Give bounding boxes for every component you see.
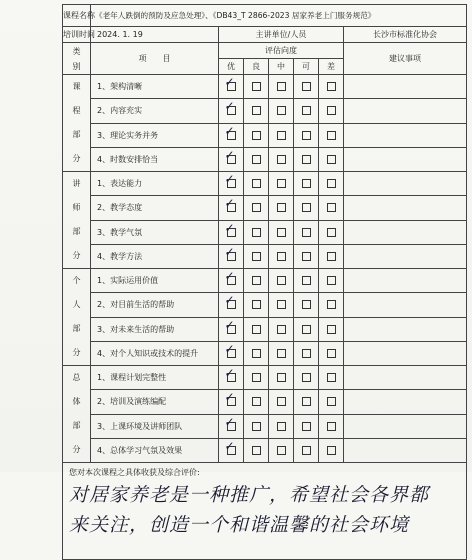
suggestion-cell	[344, 390, 467, 414]
item-label: 4、教学方法	[91, 244, 219, 268]
rating-cell	[269, 147, 294, 171]
table-row	[63, 123, 467, 147]
rating-cell	[269, 366, 294, 390]
check-mark-icon: ✓	[224, 414, 235, 429]
rating-cell	[219, 414, 244, 438]
rating-cell	[319, 220, 344, 244]
section-label	[63, 366, 91, 463]
check-mark-icon: ✓	[224, 317, 235, 332]
rating-cell	[269, 438, 294, 462]
suggestion-cell	[344, 293, 467, 317]
rating-cell	[294, 438, 319, 462]
rating-checkbox[interactable]	[252, 300, 261, 309]
rating-cell	[269, 293, 294, 317]
rating-checkbox[interactable]	[252, 397, 261, 406]
rating-cell	[269, 317, 294, 341]
rating-cell	[319, 438, 344, 462]
rating-checkbox[interactable]	[327, 276, 336, 285]
rating-checkbox[interactable]	[224, 390, 236, 406]
suggestion-cell	[344, 147, 467, 171]
rating-cell	[294, 269, 319, 293]
rating-cell	[219, 317, 244, 341]
rating-checkbox[interactable]	[302, 397, 311, 406]
rating-cell	[244, 75, 269, 99]
rating-checkbox[interactable]	[224, 366, 236, 382]
item-label: 3、上课环境及讲师团队	[91, 414, 219, 438]
table-row	[63, 220, 467, 244]
rating-checkbox[interactable]	[252, 179, 261, 188]
rating-cell	[244, 390, 269, 414]
check-mark-icon: ✓	[224, 293, 235, 308]
rating-cell	[294, 317, 319, 341]
section-char: 人	[72, 300, 81, 309]
item-label: 2、对目前生活的帮助	[91, 293, 219, 317]
rating-checkbox[interactable]	[302, 325, 311, 334]
section-char: 讲	[72, 179, 81, 188]
rating-checkbox[interactable]	[302, 106, 311, 115]
rating-cell	[319, 414, 344, 438]
evaluation-table	[62, 4, 467, 560]
rating-cell	[319, 293, 344, 317]
rating-checkbox[interactable]	[302, 300, 311, 309]
rating-checkbox[interactable]	[277, 131, 286, 140]
item-label: 1、实际运用价值	[91, 269, 219, 293]
rating-cell	[244, 317, 269, 341]
rating-checkbox[interactable]	[327, 203, 336, 212]
rating-cell	[244, 99, 269, 123]
rating-checkbox[interactable]	[302, 179, 311, 188]
table-row	[63, 390, 467, 414]
rating-cell	[219, 172, 244, 196]
rating-checkbox[interactable]	[327, 82, 336, 91]
course-label: 课程名称	[63, 5, 91, 27]
table-row	[63, 366, 467, 390]
rating-checkbox[interactable]	[252, 106, 261, 115]
rating-cell	[244, 220, 269, 244]
rating-checkbox[interactable]	[327, 106, 336, 115]
table-row	[63, 244, 467, 268]
rating-checkbox[interactable]	[327, 155, 336, 164]
rating-checkbox[interactable]	[224, 244, 236, 261]
rating-checkbox[interactable]	[224, 438, 236, 455]
rating-checkbox[interactable]	[302, 155, 311, 164]
item-label: 4、总体学习气氛及效果	[91, 438, 219, 462]
section-char: 部	[72, 227, 81, 236]
rating-group-header: 评估向度	[219, 43, 344, 59]
rating-checkbox[interactable]	[224, 317, 236, 334]
rating-checkbox[interactable]	[224, 123, 236, 140]
rating-cell	[294, 172, 319, 196]
rating-cell	[269, 196, 294, 220]
rating-cell	[269, 123, 294, 147]
rating-checkbox[interactable]	[277, 373, 286, 382]
suggestion-cell	[344, 123, 467, 147]
rating-checkbox[interactable]	[277, 276, 286, 285]
category-char-1: 类	[72, 46, 81, 56]
rating-checkbox[interactable]	[224, 147, 236, 164]
check-mark-icon: ✓	[224, 269, 235, 284]
rating-cell	[294, 390, 319, 414]
section-label	[63, 172, 91, 269]
suggestion-cell	[344, 244, 467, 268]
course-row	[63, 5, 467, 27]
rating-checkbox[interactable]	[302, 82, 311, 91]
rating-cell	[244, 341, 269, 365]
suggestion-cell	[344, 366, 467, 390]
handwritten-line-2: 来关注，创造一个和谐温馨的社会环境	[69, 514, 410, 536]
rating-cell	[319, 196, 344, 220]
rating-cell	[319, 341, 344, 365]
rating-checkbox[interactable]	[302, 131, 311, 140]
rating-cell	[244, 123, 269, 147]
section-char: 部	[72, 324, 81, 333]
item-label: 4、时数安排恰当	[91, 147, 219, 171]
section-char: 分	[72, 154, 81, 163]
rating-checkbox[interactable]	[277, 106, 286, 115]
rating-checkbox[interactable]	[327, 373, 336, 382]
rating-cell	[244, 293, 269, 317]
summary-label: 您对本次课程之具体收获及综合评价:	[69, 468, 200, 477]
rating-checkbox[interactable]	[252, 373, 261, 382]
item-label: 3、对未来生活的帮助	[91, 317, 219, 341]
rating-good: 良	[244, 59, 269, 75]
date-label: 培训时间	[63, 27, 91, 43]
rating-checkbox[interactable]	[252, 276, 261, 285]
rating-cell	[319, 75, 344, 99]
rating-checkbox[interactable]	[224, 414, 236, 431]
check-mark-icon: ✓	[224, 99, 235, 114]
summary-cell	[63, 463, 467, 560]
rating-cell	[294, 99, 319, 123]
rating-cell	[294, 414, 319, 438]
rating-cell	[294, 366, 319, 390]
item-header: 项 目	[91, 43, 219, 75]
course-name: 《老年人跌倒的预防及应急处理》、《DB43_T 2866-2023 居家养老上门服务规范》	[91, 5, 467, 27]
rating-cell	[244, 147, 269, 171]
suggestion-cell	[344, 317, 467, 341]
rating-checkbox[interactable]	[224, 75, 236, 91]
rating-cell	[294, 341, 319, 365]
suggestion-cell	[344, 75, 467, 99]
rating-cell	[219, 341, 244, 365]
rating-cell	[269, 341, 294, 365]
table-row	[63, 99, 467, 123]
rating-checkbox[interactable]	[252, 228, 261, 237]
rating-cell	[269, 172, 294, 196]
rating-cell	[269, 244, 294, 268]
rating-cell	[219, 390, 244, 414]
check-mark-icon: ✓	[224, 220, 235, 235]
rating-cell	[219, 196, 244, 220]
summary-row	[63, 463, 467, 560]
check-mark-icon: ✓	[224, 147, 235, 162]
rating-checkbox[interactable]	[224, 172, 236, 188]
rating-checkbox[interactable]	[327, 300, 336, 309]
rating-checkbox[interactable]	[252, 131, 261, 140]
rating-checkbox[interactable]	[327, 228, 336, 237]
section-char: 师	[72, 203, 81, 212]
section-char: 分	[72, 348, 81, 357]
rating-cell	[294, 220, 319, 244]
rating-cell	[269, 390, 294, 414]
suggestion-cell	[344, 414, 467, 438]
rating-cell	[219, 244, 244, 268]
rating-poor: 差	[319, 59, 344, 75]
rating-cell	[319, 390, 344, 414]
rating-average: 中	[269, 59, 294, 75]
sections-body	[63, 75, 467, 463]
check-mark-icon: ✓	[224, 244, 235, 259]
rating-checkbox[interactable]	[277, 349, 286, 358]
rating-cell	[244, 438, 269, 462]
item-label: 2、教学态度	[91, 196, 219, 220]
rating-checkbox[interactable]	[302, 252, 311, 261]
table-row	[63, 196, 467, 220]
rating-checkbox[interactable]	[252, 155, 261, 164]
table-row	[63, 269, 467, 293]
rating-cell	[219, 269, 244, 293]
rating-checkbox[interactable]	[277, 228, 286, 237]
check-mark-icon: ✓	[224, 123, 235, 138]
section-label	[63, 269, 91, 366]
rating-cell	[219, 438, 244, 462]
check-mark-icon: ✓	[224, 390, 235, 405]
table-row	[63, 293, 467, 317]
rating-checkbox[interactable]	[302, 228, 311, 237]
item-label: 2、内容充实	[91, 99, 219, 123]
check-mark-icon: ✓	[224, 366, 235, 381]
rating-checkbox[interactable]	[252, 252, 261, 261]
rating-cell	[319, 147, 344, 171]
rating-cell	[219, 366, 244, 390]
rating-checkbox[interactable]	[302, 373, 311, 382]
rating-cell	[244, 172, 269, 196]
rating-excellent: 优	[219, 59, 244, 75]
rating-checkbox[interactable]	[277, 155, 286, 164]
rating-cell	[269, 414, 294, 438]
suggestion-cell	[344, 438, 467, 462]
rating-cell	[269, 220, 294, 244]
rating-fair: 可	[294, 59, 319, 75]
rating-checkbox[interactable]	[252, 446, 261, 455]
rating-checkbox[interactable]	[327, 131, 336, 140]
rating-checkbox[interactable]	[224, 220, 236, 237]
rating-checkbox[interactable]	[224, 293, 236, 309]
item-label: 1、架构清晰	[91, 75, 219, 99]
table-row	[63, 147, 467, 171]
rating-checkbox[interactable]	[224, 196, 236, 212]
rating-checkbox[interactable]	[302, 203, 311, 212]
rating-checkbox[interactable]	[327, 179, 336, 188]
check-mark-icon: ✓	[224, 75, 235, 90]
check-mark-icon: ✓	[224, 196, 235, 211]
item-label: 4、对个人知识或技术的提升	[91, 341, 219, 365]
rating-cell	[244, 196, 269, 220]
rating-cell	[319, 172, 344, 196]
check-mark-icon: ✓	[224, 438, 235, 453]
suggestion-cell	[344, 172, 467, 196]
suggestion-cell	[344, 220, 467, 244]
check-mark-icon: ✓	[224, 172, 235, 187]
rating-checkbox[interactable]	[277, 325, 286, 334]
rating-cell	[244, 414, 269, 438]
rating-checkbox[interactable]	[327, 422, 336, 431]
table-row	[63, 414, 467, 438]
suggestion-cell	[344, 196, 467, 220]
section-char: 个	[72, 276, 81, 285]
rating-checkbox[interactable]	[277, 300, 286, 309]
suggestion-header: 建议事项	[344, 43, 467, 75]
rating-checkbox[interactable]	[224, 341, 236, 358]
item-label: 3、理论实务并务	[91, 123, 219, 147]
section-label	[63, 75, 91, 172]
category-header	[63, 43, 91, 75]
rating-checkbox[interactable]	[302, 276, 311, 285]
rating-cell	[294, 293, 319, 317]
table-row	[63, 341, 467, 365]
rating-cell	[219, 75, 244, 99]
rating-checkbox[interactable]	[327, 325, 336, 334]
date-row	[63, 27, 467, 43]
rating-cell	[319, 123, 344, 147]
handwritten-comment	[69, 480, 460, 540]
rating-checkbox[interactable]	[252, 203, 261, 212]
item-label: 2、培训及演练编配	[91, 390, 219, 414]
rating-cell	[219, 147, 244, 171]
rating-cell	[319, 244, 344, 268]
suggestion-cell	[344, 99, 467, 123]
rating-checkbox[interactable]	[302, 422, 311, 431]
rating-checkbox[interactable]	[277, 446, 286, 455]
check-mark-icon: ✓	[224, 341, 235, 356]
date-value: 2024. 1. 19	[91, 27, 219, 43]
table-row	[63, 75, 467, 99]
rating-checkbox[interactable]	[277, 179, 286, 188]
rating-cell	[294, 244, 319, 268]
rating-checkbox[interactable]	[327, 397, 336, 406]
rating-checkbox[interactable]	[277, 252, 286, 261]
item-label: 1、表达能力	[91, 172, 219, 196]
table-row	[63, 172, 467, 196]
table-row	[63, 438, 467, 462]
rating-cell	[219, 99, 244, 123]
rating-checkbox[interactable]	[327, 349, 336, 358]
section-char: 课	[72, 82, 81, 91]
rating-checkbox[interactable]	[302, 349, 311, 358]
rating-cell	[219, 220, 244, 244]
section-char: 部	[72, 421, 81, 430]
rating-checkbox[interactable]	[277, 422, 286, 431]
rating-checkbox[interactable]	[252, 422, 261, 431]
rating-cell	[319, 317, 344, 341]
rating-checkbox[interactable]	[224, 99, 236, 115]
column-header-row-1	[63, 43, 467, 59]
rating-checkbox[interactable]	[252, 82, 261, 91]
section-char: 分	[72, 251, 81, 260]
speaker-value: 长沙市标准化协会	[344, 27, 467, 43]
rating-cell	[244, 366, 269, 390]
rating-cell	[269, 99, 294, 123]
category-char-2: 别	[72, 61, 81, 71]
rating-cell	[294, 75, 319, 99]
rating-cell	[269, 75, 294, 99]
rating-checkbox[interactable]	[224, 269, 236, 285]
rating-checkbox[interactable]	[252, 325, 261, 334]
rating-cell	[269, 269, 294, 293]
item-label: 1、课程计划完整性	[91, 366, 219, 390]
rating-cell	[219, 293, 244, 317]
section-char: 程	[72, 106, 81, 115]
speaker-label: 主讲单位/人员	[219, 27, 344, 43]
table-row	[63, 317, 467, 341]
suggestion-cell	[344, 341, 467, 365]
section-char: 体	[72, 397, 81, 406]
rating-cell	[319, 269, 344, 293]
suggestion-cell	[344, 269, 467, 293]
rating-cell	[294, 147, 319, 171]
rating-cell	[319, 99, 344, 123]
rating-checkbox[interactable]	[252, 349, 261, 358]
rating-cell	[219, 123, 244, 147]
rating-cell	[294, 123, 319, 147]
rating-checkbox[interactable]	[327, 446, 336, 455]
rating-checkbox[interactable]	[302, 446, 311, 455]
rating-checkbox[interactable]	[277, 82, 286, 91]
rating-cell	[294, 196, 319, 220]
section-char: 部	[72, 130, 81, 139]
section-char: 总	[72, 373, 81, 382]
handwritten-line-1: 对居家养老是一种推广，希望社会各界都	[69, 484, 430, 506]
rating-cell	[319, 366, 344, 390]
rating-cell	[244, 244, 269, 268]
rating-cell	[244, 269, 269, 293]
rating-checkbox[interactable]	[327, 252, 336, 261]
item-label: 3、教学气氛	[91, 220, 219, 244]
rating-checkbox[interactable]	[277, 397, 286, 406]
rating-checkbox[interactable]	[277, 203, 286, 212]
section-char: 分	[72, 445, 81, 454]
